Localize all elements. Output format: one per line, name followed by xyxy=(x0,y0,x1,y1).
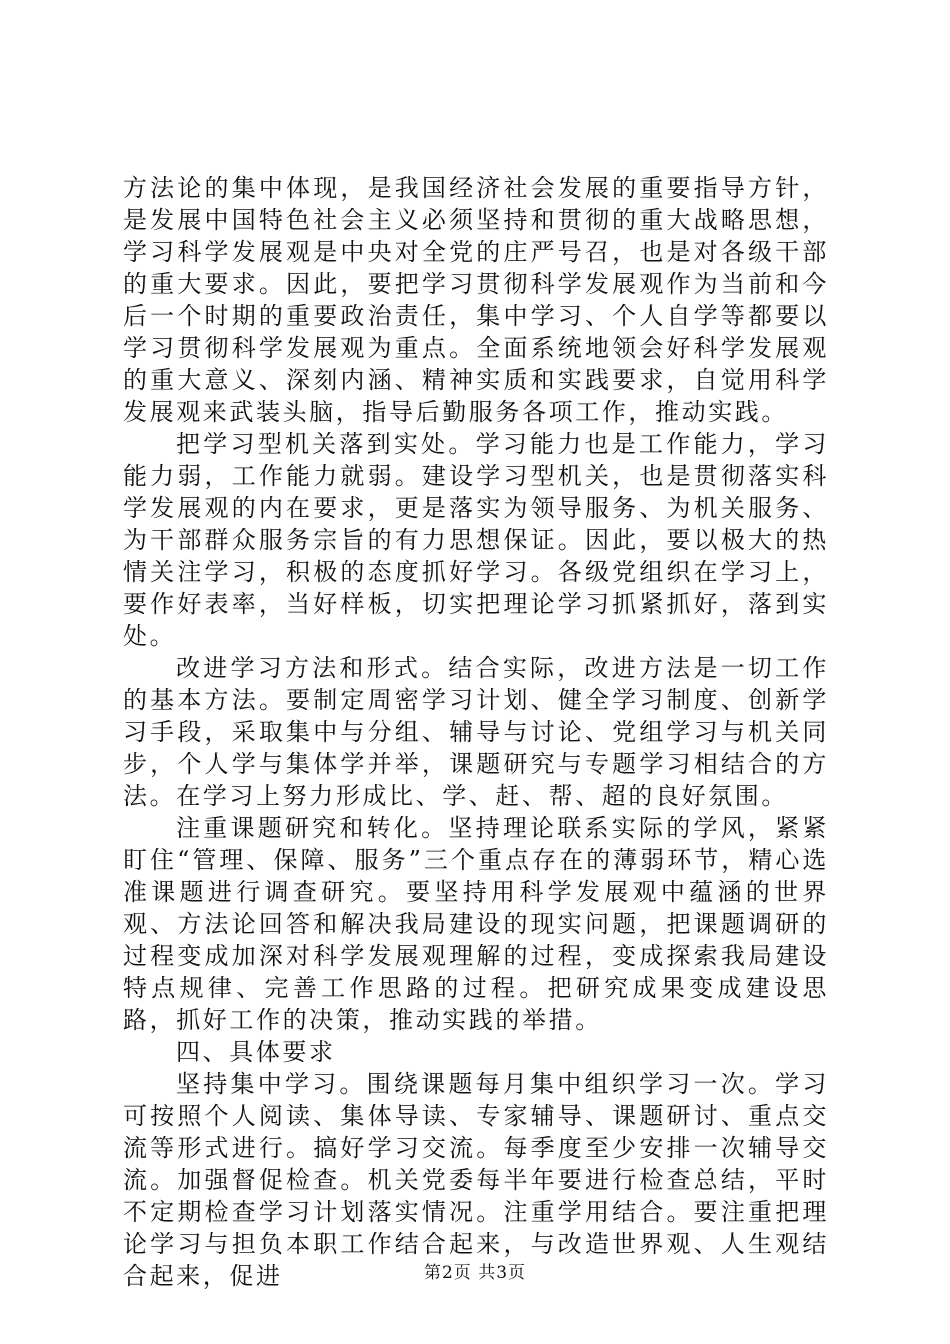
paragraph-4: 注重课题研究和转化。坚持理论联系实际的学风，紧紧盯住“管理、保障、服务”三个重点存在的薄弱环节，精心选准课题进行调查研究。要坚持用科学发展观中蕴涵的世界观、方法论回答和解决我局建设的现实问题，把课题调研的过程变成加深对科学发展观理解的过程，变成探索我局建设特点规律、完善工作思路的过程。把研究成果变成建设思路，抓好工作的决策，推动实践的举措。 xyxy=(123,814,829,1034)
paragraph-3: 改进学习方法和形式。结合实际，改进方法是一切工作的基本方法。要制定周密学习计划、健全学习制度、创新学习手段，采取集中与分组、辅导与讨论、党组学习与机关同步，个人学与集体学并举，课题研究与专题学习相结合的方法。在学习上努力形成比、学、赶、帮、超的良好氛围。 xyxy=(123,654,829,810)
paragraph-1: 方法论的集中体现，是我国经济社会发展的重要指导方针，是发展中国特色社会主义必须坚持和贯彻的重大战略思想，学习科学发展观是中央对全党的庄严号召，也是对各级干部的重大要求。因此，要把学习贯彻科学发展观作为当前和今后一个时期的重要政治责任，集中学习、个人自学等都要以学习贯彻科学发展观为重点。全面系统地领会好科学发展观的重大意义、深刻内涵、精神实质和实践要求，自觉用科学发展观来武装头脑，指导后勤服务各项工作，推动实践。 xyxy=(123,174,829,426)
paragraph-5: 坚持集中学习。围绕课题每月集中组织学习一次。学习可按照个人阅读、集体导读、专家辅导、课题研讨、重点交流等形式进行。搞好学习交流。每季度至少安排一次辅导交流。加强督促检查。机关党委每半年要进行检查总结，平时不定期检查学习计划落实情况。注重学用结合。要注重把理论学习与担负本职工作结合起来，与改造世界观、人生观结合起来，促进 xyxy=(123,1070,829,1290)
document-body xyxy=(123,172,829,1292)
page-number-footer: 第2页 共3页 xyxy=(423,1263,527,1283)
paragraph-2: 把学习型机关落到实处。学习能力也是工作能力，学习能力弱，工作能力就弱。建设学习型机关，也是贯彻落实科学发展观的内在要求，更是落实为领导服务、为机关服务、为干部群众服务宗旨的有力思想保证。因此，要以极大的热情关注学习，积极的态度抓好学习。各级党组织在学习上，要作好表率，当好样板，切实把理论学习抓紧抓好，落到实处。 xyxy=(123,430,829,650)
section-heading: 四、具体要求 xyxy=(176,1038,336,1066)
